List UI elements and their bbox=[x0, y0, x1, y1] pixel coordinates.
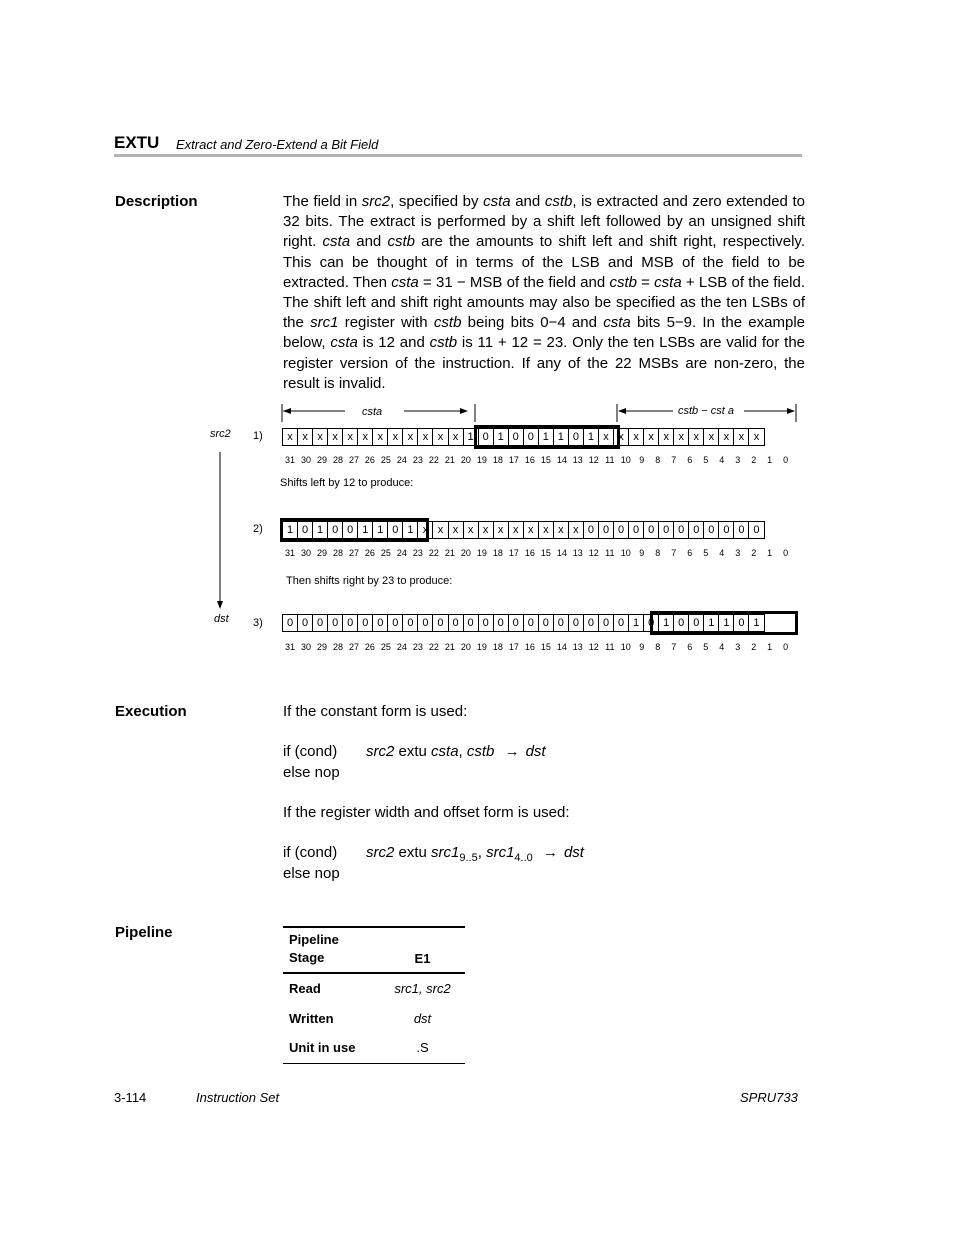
bit-cell: x bbox=[733, 428, 749, 446]
operand-cstb: cstb bbox=[466, 743, 495, 760]
operand-src1: src1 bbox=[431, 844, 460, 861]
bit-number: 26 bbox=[364, 642, 375, 652]
bit-cell: 0 bbox=[673, 614, 689, 632]
operand-dst: dst bbox=[525, 743, 546, 760]
bit-number: 11 bbox=[605, 455, 615, 465]
bit-number: 13 bbox=[572, 642, 583, 652]
bit-cell: 0 bbox=[342, 614, 358, 632]
pipeline-table bbox=[283, 926, 465, 1064]
register-form-expression bbox=[366, 844, 584, 864]
bit-number: 10 bbox=[620, 642, 631, 652]
bit-number: 1 bbox=[767, 455, 773, 465]
else-nop: else nop bbox=[283, 865, 340, 882]
arrow-symbol: → bbox=[504, 743, 520, 760]
bit-cell: 1 bbox=[718, 614, 734, 632]
bit-cell: 0 bbox=[432, 614, 448, 632]
bit-cell: 0 bbox=[387, 614, 403, 632]
bit-number: 12 bbox=[588, 642, 599, 652]
bit-cell: 0 bbox=[733, 614, 749, 632]
e1-header: E1 bbox=[414, 951, 431, 966]
cstb-label: cstb − cst a bbox=[678, 405, 734, 417]
instruction-subtitle: Extract and Zero-Extend a Bit Field bbox=[176, 137, 379, 152]
row1-label: 1) bbox=[253, 430, 263, 442]
bit-cell: x bbox=[297, 428, 313, 446]
bit-cell: 0 bbox=[553, 614, 569, 632]
bit-cell: 1 bbox=[628, 614, 644, 632]
cond-keyword: if (cond) bbox=[283, 844, 338, 861]
operand-dst: dst bbox=[563, 844, 584, 861]
bit-number: 8 bbox=[655, 455, 661, 465]
bit-cell: 1 bbox=[748, 614, 764, 632]
shift-right-text: Then shifts right by 23 to produce: bbox=[286, 575, 453, 587]
bit-number: 6 bbox=[687, 642, 693, 652]
bit-cell: 0 bbox=[598, 521, 614, 539]
bit-number: 29 bbox=[316, 548, 327, 558]
bit-number: 28 bbox=[332, 455, 343, 465]
bit-cell: x bbox=[523, 521, 539, 539]
bit-number: 16 bbox=[524, 548, 535, 558]
bit-cell: x bbox=[372, 428, 388, 446]
bit-number: 9 bbox=[639, 642, 645, 652]
bit-cell: x bbox=[432, 428, 448, 446]
bit-number: 5 bbox=[703, 455, 709, 465]
bit-number: 10 bbox=[620, 548, 631, 558]
bit-cell: 0 bbox=[387, 521, 403, 539]
bit-number: 4 bbox=[719, 455, 725, 465]
bit-number: 0 bbox=[783, 642, 789, 652]
bit-cell: 0 bbox=[613, 521, 629, 539]
bit-number: 15 bbox=[540, 548, 551, 558]
bit-number: 14 bbox=[556, 642, 567, 652]
bit-number: 0 bbox=[783, 548, 789, 558]
bit-number: 9 bbox=[639, 455, 645, 465]
bit-cell: x bbox=[718, 428, 734, 446]
bit-cell: 0 bbox=[538, 614, 554, 632]
operand-src2: src2 bbox=[366, 844, 395, 861]
bit-number: 1 bbox=[767, 548, 773, 558]
bit-cell: x bbox=[493, 521, 509, 539]
bit-number: 22 bbox=[428, 455, 439, 465]
bit-number: 6 bbox=[687, 548, 693, 558]
e1-unit-value: .S bbox=[416, 1040, 429, 1056]
bit-number: 2 bbox=[751, 455, 757, 465]
bit-cell: 0 bbox=[297, 614, 313, 632]
bit-cell: 1 bbox=[372, 521, 388, 539]
bit-cell: x bbox=[478, 521, 494, 539]
bit-number: 31 bbox=[284, 548, 295, 558]
bit-number: 29 bbox=[316, 455, 327, 465]
bit-cell: x bbox=[568, 521, 584, 539]
bit-cell: x bbox=[703, 428, 719, 446]
bit-number: 2 bbox=[751, 642, 757, 652]
bit-cell: 0 bbox=[658, 521, 674, 539]
description-text: The field in src2, specified by csta and cstb, is extracted and zero extended to 32 bits. The extract is performed by a shift left followed by an unsigned shift right. csta and cstb are the amounts to shift left and shift right, respectively. This can be thought of in terms of the LSB and MSB of the field to be extracted. Then csta = 31 − MSB of the field and cstb = csta + LSB of the field. The shift left and shift right amounts may also be specified as the ten LSBs of the src1 register with cstb being bits 0−4 and csta bits 5−9. In the example below, csta is 12 and cstb is 11 + 12 = 23. Only the ten LSBs are valid for the register version of the instruction. If any of the 22 MSBs are non-zero, the result is invalid. bbox=[283, 193, 806, 392]
field-highlight bbox=[474, 425, 620, 449]
execution-intro-constant: If the constant form is used: bbox=[283, 703, 468, 720]
bit-cell: x bbox=[688, 428, 704, 446]
bit-cell: 0 bbox=[342, 521, 358, 539]
bit-number: 12 bbox=[588, 455, 599, 465]
bit-number: 22 bbox=[428, 548, 439, 558]
cond-keyword: if (cond) bbox=[283, 743, 338, 760]
bit-cell: 0 bbox=[643, 614, 659, 632]
bit-number: 27 bbox=[348, 642, 359, 652]
bit-cell: 0 bbox=[523, 428, 539, 446]
bit-cell: 0 bbox=[508, 428, 524, 446]
bit-number: 1 bbox=[767, 642, 773, 652]
bit-cell: 1 bbox=[463, 428, 479, 446]
bit-number: 17 bbox=[508, 642, 519, 652]
bit-number: 14 bbox=[556, 455, 567, 465]
bit-cell: 1 bbox=[703, 614, 719, 632]
bit-cell: 0 bbox=[733, 521, 749, 539]
bit-cell: 1 bbox=[282, 521, 298, 539]
subscript-csta-bits: 9..5 bbox=[459, 852, 478, 864]
bit-number: 19 bbox=[476, 642, 487, 652]
bit-number: 9 bbox=[639, 548, 645, 558]
bit-number: 19 bbox=[476, 455, 487, 465]
bit-number: 31 bbox=[284, 642, 295, 652]
bit-cell: 0 bbox=[327, 614, 343, 632]
bit-cell: x bbox=[628, 428, 644, 446]
bit-number: 3 bbox=[735, 548, 741, 558]
bit-cell: 0 bbox=[568, 428, 584, 446]
bit-cell: x bbox=[432, 521, 448, 539]
bit-cell: 0 bbox=[703, 521, 719, 539]
bit-number: 11 bbox=[605, 548, 615, 558]
bit-number: 20 bbox=[460, 548, 471, 558]
bit-number: 8 bbox=[655, 548, 661, 558]
bit-cell: 0 bbox=[718, 521, 734, 539]
stage-written: Written bbox=[289, 1010, 334, 1026]
bit-number: 23 bbox=[412, 455, 423, 465]
bit-number: 26 bbox=[364, 455, 375, 465]
bit-cell: 0 bbox=[523, 614, 539, 632]
bit-number: 21 bbox=[444, 455, 455, 465]
comma: , bbox=[458, 743, 467, 760]
execution-intro-register: If the register width and offset form is used: bbox=[283, 804, 570, 821]
bit-number: 26 bbox=[364, 548, 375, 558]
bit-cell: 0 bbox=[463, 614, 479, 632]
else-nop: else nop bbox=[283, 764, 340, 781]
bit-cell: 1 bbox=[312, 521, 328, 539]
bit-number-row bbox=[282, 548, 796, 560]
bit-number: 6 bbox=[687, 455, 693, 465]
page-number: 3-114 bbox=[114, 1090, 147, 1105]
bit-number: 25 bbox=[380, 455, 391, 465]
bit-cell: x bbox=[417, 428, 433, 446]
shift-left-text: Shifts left by 12 to produce: bbox=[280, 477, 414, 489]
bit-number: 22 bbox=[428, 642, 439, 652]
bit-number: 25 bbox=[380, 548, 391, 558]
operand-src1: src1 bbox=[486, 844, 515, 861]
bit-cell: 1 bbox=[658, 614, 674, 632]
bit-number: 29 bbox=[316, 642, 327, 652]
bit-number: 7 bbox=[671, 455, 677, 465]
bit-number: 3 bbox=[735, 455, 741, 465]
bit-number: 15 bbox=[540, 642, 551, 652]
bit-number: 18 bbox=[492, 548, 503, 558]
execution-heading: Execution bbox=[115, 703, 187, 720]
bit-cell: 1 bbox=[583, 428, 599, 446]
bit-cell: 0 bbox=[583, 521, 599, 539]
bit-number: 24 bbox=[396, 548, 407, 558]
bit-cell: 0 bbox=[478, 614, 494, 632]
bit-cell: 0 bbox=[417, 614, 433, 632]
bit-cell: x bbox=[748, 428, 764, 446]
bit-number: 20 bbox=[460, 642, 471, 652]
bit-number: 21 bbox=[444, 642, 455, 652]
bit-number: 11 bbox=[605, 642, 615, 652]
bit-number: 14 bbox=[556, 548, 567, 558]
bit-number: 0 bbox=[783, 455, 789, 465]
bit-number-row bbox=[282, 642, 796, 654]
bit-number-row bbox=[282, 455, 796, 467]
bit-number: 24 bbox=[396, 642, 407, 652]
bit-number: 18 bbox=[492, 455, 503, 465]
description-heading: Description bbox=[115, 193, 198, 210]
bit-number: 8 bbox=[655, 642, 661, 652]
bit-cell: x bbox=[463, 521, 479, 539]
bit-cell: x bbox=[312, 428, 328, 446]
bit-number: 4 bbox=[719, 548, 725, 558]
csta-label: csta bbox=[362, 406, 383, 418]
bit-number: 15 bbox=[540, 455, 551, 465]
bit-number: 25 bbox=[380, 642, 391, 652]
bit-cell: 0 bbox=[628, 521, 644, 539]
bit-cell: 0 bbox=[297, 521, 313, 539]
bit-number: 30 bbox=[300, 548, 311, 558]
e1-read-value: src1, src2 bbox=[394, 981, 451, 996]
bit-cell: 0 bbox=[643, 521, 659, 539]
bit-number: 18 bbox=[492, 642, 503, 652]
stage-unit: Unit in use bbox=[289, 1040, 356, 1056]
bit-cell: 1 bbox=[402, 521, 418, 539]
bit-number: 23 bbox=[412, 642, 423, 652]
bit-cell: x bbox=[387, 428, 403, 446]
field-highlight bbox=[650, 611, 798, 635]
subscript-cstb-bits: 4..0 bbox=[514, 852, 533, 864]
bit-cell: x bbox=[282, 428, 298, 446]
bit-cell: x bbox=[508, 521, 524, 539]
bit-cell: x bbox=[402, 428, 418, 446]
bit-cell: 0 bbox=[613, 614, 629, 632]
arrow-symbol: → bbox=[542, 844, 558, 861]
bit-cell: 0 bbox=[282, 614, 298, 632]
bit-number: 20 bbox=[460, 455, 471, 465]
bit-number: 27 bbox=[348, 455, 359, 465]
bit-number: 16 bbox=[524, 642, 535, 652]
bit-cell: x bbox=[658, 428, 674, 446]
bit-cell: x bbox=[613, 428, 629, 446]
bit-number: 16 bbox=[524, 455, 535, 465]
bit-cell: x bbox=[538, 521, 554, 539]
bit-number: 30 bbox=[300, 642, 311, 652]
bit-cell: 0 bbox=[673, 521, 689, 539]
bit-number: 13 bbox=[572, 455, 583, 465]
field-highlight bbox=[280, 518, 429, 542]
bit-number: 23 bbox=[412, 548, 423, 558]
bit-number: 7 bbox=[671, 642, 677, 652]
operand-src2: src2 bbox=[366, 743, 395, 760]
bit-cell: 0 bbox=[312, 614, 328, 632]
bit-cell: 0 bbox=[688, 521, 704, 539]
bit-cell: 0 bbox=[493, 614, 509, 632]
bit-cell: 0 bbox=[568, 614, 584, 632]
bit-cell: 0 bbox=[583, 614, 599, 632]
bit-cell: 0 bbox=[402, 614, 418, 632]
document-id: SPRU733 bbox=[740, 1090, 798, 1105]
instruction-mnemonic: EXTU bbox=[114, 133, 160, 152]
bit-number: 5 bbox=[703, 642, 709, 652]
pipeline-heading: Pipeline bbox=[115, 924, 173, 941]
bit-number: 30 bbox=[300, 455, 311, 465]
bit-cell: 0 bbox=[327, 521, 343, 539]
row3-label: 3) bbox=[253, 617, 263, 629]
comma: , bbox=[477, 844, 487, 861]
src2-label: src2 bbox=[210, 428, 231, 440]
bit-number: 13 bbox=[572, 548, 583, 558]
bit-cell: x bbox=[673, 428, 689, 446]
bit-cell: x bbox=[448, 428, 464, 446]
e1-written-value: dst bbox=[413, 1010, 432, 1026]
bit-number: 27 bbox=[348, 548, 359, 558]
bit-cell: 0 bbox=[688, 614, 704, 632]
bit-cell: x bbox=[417, 521, 433, 539]
stage-read: Read bbox=[289, 981, 321, 996]
bit-number: 2 bbox=[751, 548, 757, 558]
bit-number: 28 bbox=[332, 548, 343, 558]
bit-cell: 0 bbox=[598, 614, 614, 632]
bit-number: 10 bbox=[620, 455, 631, 465]
bit-number: 24 bbox=[396, 455, 407, 465]
bit-cell: 1 bbox=[493, 428, 509, 446]
bit-number: 17 bbox=[508, 548, 519, 558]
pipeline-stage-header: Pipeline Stage bbox=[289, 932, 339, 965]
bit-number: 31 bbox=[284, 455, 295, 465]
bit-number: 7 bbox=[671, 548, 677, 558]
bit-number: 5 bbox=[703, 548, 709, 558]
bit-cell: 0 bbox=[508, 614, 524, 632]
bit-cell: x bbox=[553, 521, 569, 539]
bit-number: 4 bbox=[719, 642, 725, 652]
bit-cell: 0 bbox=[448, 614, 464, 632]
bit-cell: x bbox=[327, 428, 343, 446]
operand-csta: csta bbox=[431, 743, 459, 760]
bit-number: 12 bbox=[588, 548, 599, 558]
bit-number: 19 bbox=[476, 548, 487, 558]
row2-label: 2) bbox=[253, 523, 263, 535]
op-extu: extu bbox=[394, 844, 432, 861]
bit-cell: 0 bbox=[372, 614, 388, 632]
bit-cell: 0 bbox=[748, 521, 764, 539]
bit-cell: x bbox=[598, 428, 614, 446]
bit-cell: x bbox=[342, 428, 358, 446]
bit-number: 28 bbox=[332, 642, 343, 652]
bit-number: 17 bbox=[508, 455, 519, 465]
dst-label: dst bbox=[214, 613, 229, 625]
bit-number: 3 bbox=[735, 642, 741, 652]
bit-number: 21 bbox=[444, 548, 455, 558]
bit-cell: 1 bbox=[538, 428, 554, 446]
bit-cell: x bbox=[448, 521, 464, 539]
bit-cell: 1 bbox=[553, 428, 569, 446]
bit-cell: x bbox=[643, 428, 659, 446]
book-title: Instruction Set bbox=[196, 1090, 280, 1105]
bit-cell: 0 bbox=[478, 428, 494, 446]
bit-cell: 0 bbox=[357, 614, 373, 632]
constant-form-expression bbox=[366, 743, 546, 760]
op-extu: extu bbox=[394, 743, 432, 760]
bit-cell: 1 bbox=[357, 521, 373, 539]
bit-cell: x bbox=[357, 428, 373, 446]
